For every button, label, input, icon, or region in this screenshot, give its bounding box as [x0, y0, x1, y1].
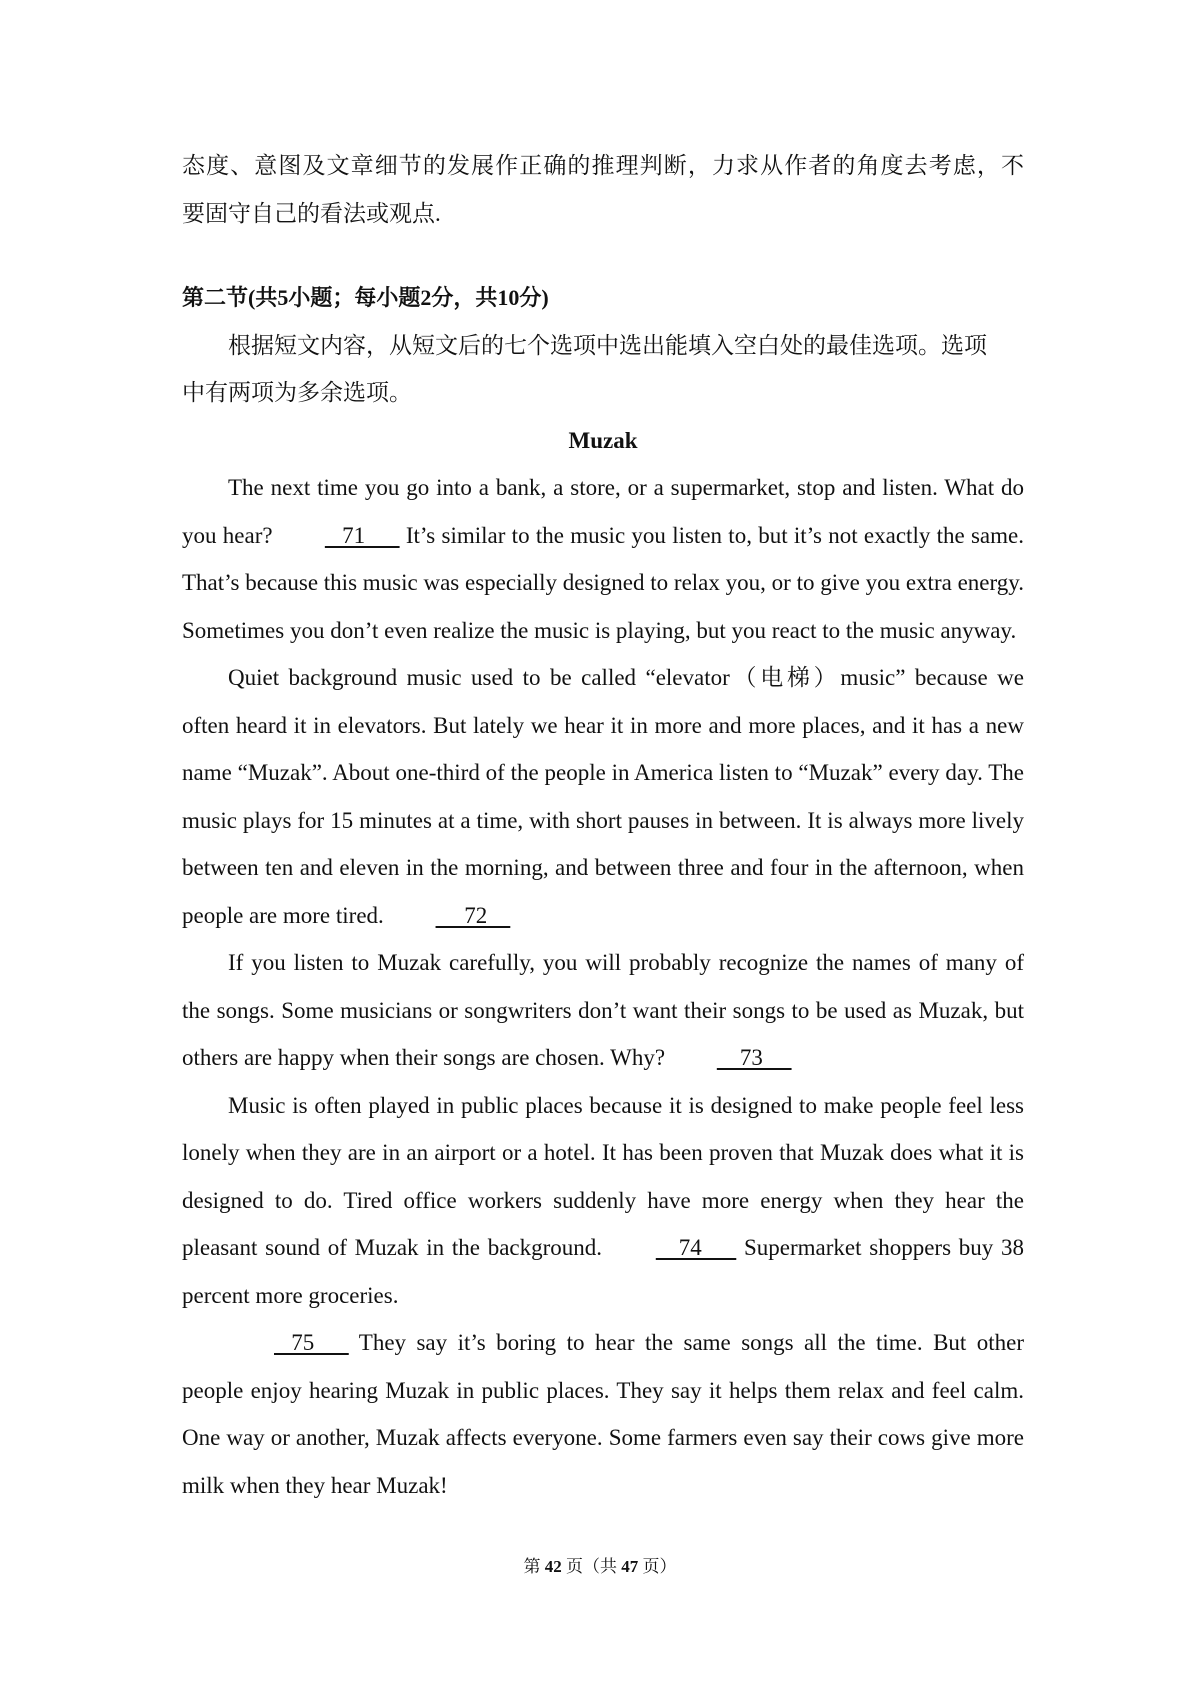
article-title: Muzak [568, 427, 638, 453]
footer-middle: 页（共 [561, 1557, 622, 1576]
intro-line-2: 要固守自己的看法或观点. [182, 200, 441, 226]
section-instruction [182, 322, 1024, 417]
footer-prefix: 第 [523, 1557, 545, 1576]
p4-text-b: Supermarket shoppers buy 38 percent more groceries. [182, 1235, 1024, 1308]
page-footer [0, 1555, 1200, 1579]
blank-75: 75 [274, 1330, 349, 1355]
article-paragraph-5 [182, 1319, 1024, 1509]
article-paragraph-1 [182, 464, 1024, 654]
page-content [182, 142, 1024, 1509]
p1-text-a: The next time you go into a bank, a store, or a supermarket, stop and listen. What do you hear? [182, 475, 1024, 548]
p3-text-a: If you listen to Muzak carefully, you will probably recognize the names of many of the songs. Some musicians or songwriters don’t want their songs to be used as Muzak, but others are happy when their songs are chosen. Why? [182, 950, 1024, 1070]
footer-total-pages: 47 [621, 1557, 639, 1576]
article-paragraph-4 [182, 1082, 1024, 1320]
section-heading: 第二节(共5小题；每小题2分，共10分) [182, 285, 549, 310]
footer-suffix: 页） [638, 1557, 677, 1576]
instruction-line-2: 中有两项为多余选项。 [182, 380, 412, 405]
blank-73: 73 [716, 1045, 792, 1070]
p5-text-b: They say it’s boring to hear the same songs all the time. But other people enjoy hearing Muzak in public places. They say it helps them relax and feel calm. One way or another, Muzak affects everyone. Some farmers even say their cows give more milk when they hear Muzak! [182, 1330, 1024, 1498]
blank-71: 71 [324, 522, 400, 548]
p2-text-a: Quiet background music used to be called “elevator（电梯）music” because we often heard it in elevators. But lately we hear it in more and more places, and it has a new name “Muzak”. About one-third of the people in America listen to “Muzak” every day. The music plays for 15 minutes at a time, with short pauses in between. It is always more lively between ten and eleven in the morning, and between three and four in the afternoon, when people are more tired. [182, 665, 1024, 928]
article-paragraph-3 [182, 939, 1024, 1082]
blank-72: 72 [435, 902, 511, 928]
p4-text-a: Music is often played in public places because it is designed to make people feel less lonely when they are in an airport or a hotel. It has been proven that Muzak does what it is designed to do. Tired office workers suddenly have more energy when they hear the pleasant sound of Muzak in the background. [182, 1092, 1024, 1260]
p1-text-b: It’s similar to the music you listen to, but it’s not exactly the same. That’s because this music was especially designed to relax you, or to give you extra energy. Sometimes you don’t even realize the music is playing, but you react to the music anyway. [182, 522, 1024, 643]
intro-line-1: 态度、意图及文章细节的发展作正确的推理判断，力求从作者的角度去考虑，不 [182, 153, 1024, 178]
article-paragraph-2 [182, 654, 1024, 939]
instruction-line-1: 根据短文内容，从短文后的七个选项中选出能填入空白处的最佳选项。选项 [228, 332, 987, 358]
blank-74: 74 [655, 1235, 737, 1260]
footer-page-number: 42 [544, 1557, 562, 1576]
